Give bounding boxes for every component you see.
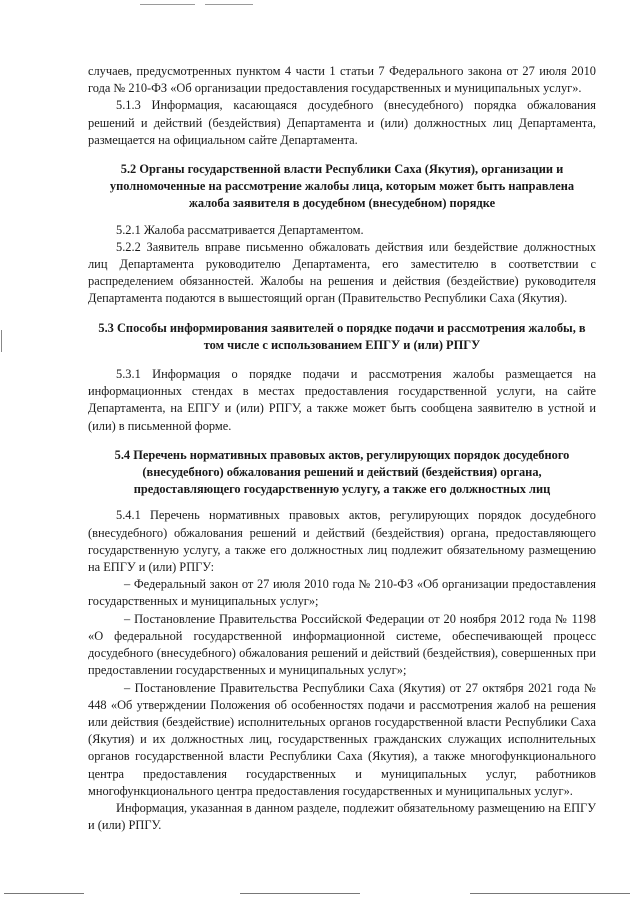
document-body [88, 63, 596, 834]
paragraph-5-4-1: 5.4.1 Перечень нормативных правовых актов, регулирующих порядок досудебного (внесудебного) обжалования решений и действий (бездействия) органа, предоставляющего государственную услугу, а также его должностных лиц подлежит обязательному размещению на ЕПГУ и (или) РПГУ: [88, 508, 596, 575]
paragraph-closing: Информация, указанная в данном разделе, подлежит обязательному размещению на ЕПГУ и (или) РПГУ. [88, 800, 596, 833]
paragraph-5-1-3: 5.1.3 Информация, касающаяся досудебного (внесудебного) порядка обжалования решений и действий (бездействия) Департамента и (или) должностных лиц Департамента, размещается на официальном сайте Департамента. [88, 98, 596, 147]
scan-artifact [140, 4, 195, 5]
scan-artifact [4, 893, 84, 894]
list-item-decree-448: – Постановление Правительства Республики Саха (Якутия) от 27 октября 2021 года № 448 «Об утверждении Положения об особенностях подачи и рассмотрения жалоб на решения или действия (бездействие) исполнительных органов государственной власти Республики Саха (Якутия) и их должностных лиц, государственных гражданских служащих исполнительных органов государственной власти Республики Саха (Якутия), а также многофункционального центра предоставления государственных и муниципальных услуг, работников многофункционального центра предоставления государственных и муниципальных услуг». [88, 680, 596, 798]
section-heading-5-3: 5.3 Способы информирования заявителей о порядке подачи и рассмотрения жалобы, в том числе с использованием ЕПГУ и (или) РПГУ [98, 320, 586, 352]
section-heading-5-2: 5.2 Органы государственной власти Республики Саха (Якутия), организации и уполномоченные на рассмотрение жалобы лица, которым может быть направлена жалоба заявителя в досудебном (внесудебном) порядке [109, 162, 575, 211]
scan-artifact [205, 4, 253, 5]
scan-artifact [470, 893, 630, 894]
scan-artifact [1, 330, 2, 352]
paragraph-5-2-2: 5.2.2 Заявитель вправе письменно обжаловать действия или бездействие должностных лиц Департамента руководителю Департамента, его заместителю в соответствии с распределением обязанностей. Жалобы на решения и действия (бездействие) руководителя Департамента подаются в вышестоящий орган (Правительство Республики Саха (Якутия). [88, 239, 596, 306]
paragraph-5-2-1: 5.2.1 Жалоба рассматривается Департаментом. [116, 222, 364, 237]
paragraph-intro: случаев, предусмотренных пунктом 4 части 1 статьи 7 Федерального закона от 27 июля 2010 года № 210-ФЗ «Об организации предоставления государственных и муниципальных услуг». [88, 64, 596, 96]
scan-artifact [240, 893, 360, 894]
paragraph-5-3-1: 5.3.1 Информация о порядке подачи и рассмотрения жалобы размещается на информационных стендах в местах предоставления государственной услуги, на сайте Департамента, на ЕПГУ и (или) РПГУ, а также может быть сообщена заявителю в устной и (или) в письменной форме. [88, 367, 596, 433]
list-item-law-210: – Федеральный закон от 27 июля 2010 года № 210-ФЗ «Об организации предоставления государственных и муниципальных услуг»; [88, 577, 596, 609]
section-heading-5-4: 5.4 Перечень нормативных правовых актов, регулирующих порядок досудебного (внесудебного) обжалования решений и действий (бездействия) органа, предоставляющего государственную услугу, а также его должностных лиц [114, 447, 570, 497]
list-item-decree-1198: – Постановление Правительства Российской Федерации от 20 ноября 2012 года № 1198 «О федеральной государственной информационной системе, обеспечивающей процесс досудебного (внесудебного) обжалования решений и действий (бездействия), совершенных при предоставлении государственных и муниципальных услуг»; [88, 611, 596, 678]
